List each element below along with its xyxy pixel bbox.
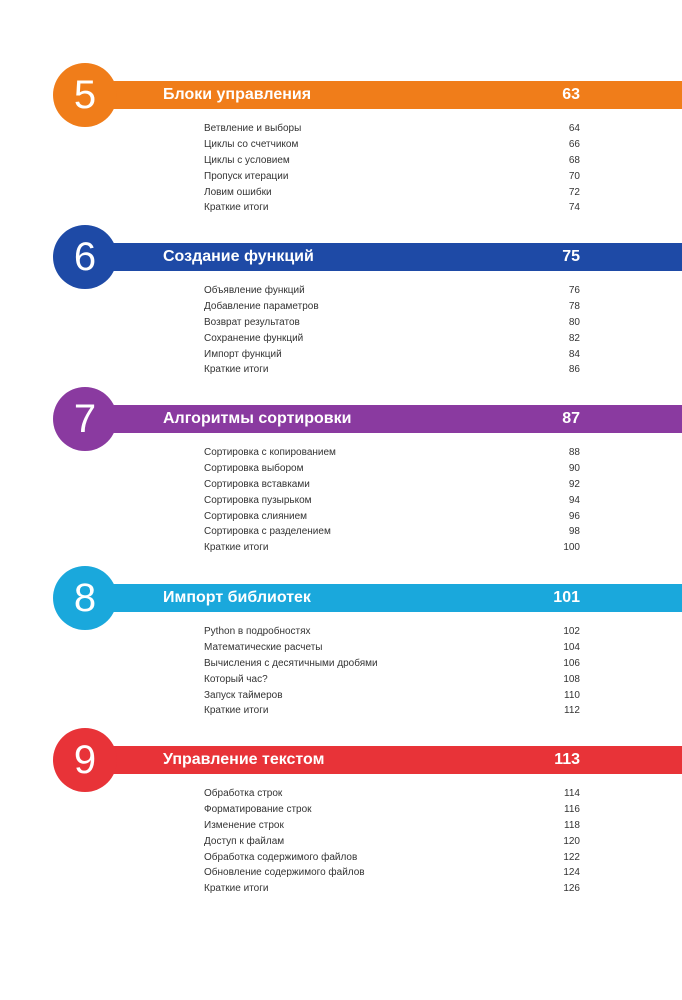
toc-entry-title: Сортировка с разделением — [204, 526, 331, 538]
toc-entry-title: Импорт функций — [204, 348, 282, 360]
toc-entry-title: Доступ к файлам — [204, 835, 285, 847]
toc-entry-title: Объявление функций — [204, 285, 305, 296]
toc-entry-page: 66 — [568, 138, 580, 150]
toc-entry-page: 100 — [563, 542, 580, 554]
chapter-page-number: 63 — [562, 86, 580, 103]
toc-entry-page: 106 — [563, 657, 580, 669]
toc-entry-title: Пропуск итерации — [204, 170, 289, 182]
toc-entry-page: 86 — [568, 364, 580, 376]
toc-entry[interactable] — [0, 347, 682, 363]
toc-entry[interactable] — [0, 169, 682, 185]
chapter-item-list — [0, 624, 682, 719]
toc-entry-title: Сохранение функций — [204, 332, 304, 344]
toc-entry-title: Запуск таймеров — [204, 689, 283, 701]
toc-entry-page: 116 — [564, 803, 580, 815]
toc-entry-page: 68 — [568, 154, 580, 166]
toc-entry-page: 88 — [568, 447, 580, 458]
toc-entry[interactable] — [0, 881, 682, 897]
toc-entry-title: Сортировка слиянием — [204, 510, 308, 522]
toc-entry[interactable] — [0, 362, 682, 378]
chapter-item-list — [0, 283, 682, 378]
toc-entry-title: Обновление содержимого файлов — [204, 867, 365, 879]
toc-entry[interactable] — [0, 185, 682, 201]
chapter-title[interactable]: Импорт библиотек — [163, 589, 311, 606]
toc-entry-title: Сортировка выбором — [204, 462, 304, 474]
chapter-title[interactable]: Блоки управления — [163, 86, 312, 103]
toc-entry-page: 108 — [563, 673, 580, 685]
chapter-page-number: 113 — [554, 751, 580, 768]
chapter-page-number: 101 — [553, 589, 580, 606]
toc-entry[interactable] — [0, 524, 682, 540]
toc-entry[interactable] — [0, 540, 682, 556]
toc-entry-title: Краткие итоги — [204, 542, 269, 554]
toc-entry[interactable] — [0, 656, 682, 672]
toc-entry[interactable] — [0, 865, 682, 881]
toc-entry-title: Циклы с условием — [204, 154, 290, 166]
toc-entry-page: 84 — [568, 348, 580, 360]
toc-entry-title: Краткие итоги — [204, 883, 269, 895]
toc-entry-page: 74 — [568, 202, 580, 214]
toc-entry-page: 82 — [568, 332, 580, 344]
toc-entry-page: 98 — [568, 526, 580, 538]
toc-entry-title: Ловим ошибки — [204, 186, 272, 198]
chapter-item-list — [0, 121, 682, 216]
toc-entry[interactable] — [0, 445, 682, 461]
toc-entry-page: 118 — [564, 819, 580, 831]
toc-entry[interactable] — [0, 477, 682, 493]
toc-entry[interactable] — [0, 493, 682, 509]
toc-entry-page: 122 — [563, 851, 580, 863]
toc-entry-title: Краткие итоги — [204, 364, 269, 376]
toc-entry-page: 72 — [568, 186, 580, 198]
toc-entry[interactable] — [0, 640, 682, 656]
toc-entry-title: Добавление параметров — [204, 300, 319, 312]
toc-entry-title: Изменение строк — [204, 819, 284, 831]
toc-entry[interactable] — [0, 299, 682, 315]
toc-entry-page: 104 — [563, 641, 580, 653]
toc-entry[interactable] — [0, 461, 682, 477]
toc-entry[interactable] — [0, 786, 682, 802]
toc-entry[interactable] — [0, 137, 682, 153]
toc-entry-title: Математические расчеты — [204, 641, 323, 653]
toc-entry[interactable] — [0, 331, 682, 347]
chapter-number-badge: 5 — [53, 63, 117, 127]
chapter-title[interactable]: Управление текстом — [163, 751, 325, 768]
toc-entry-page: 126 — [563, 883, 580, 895]
toc-entry-page: 78 — [568, 300, 580, 312]
toc-entry[interactable] — [0, 818, 682, 834]
toc-entry-page: 96 — [568, 510, 580, 522]
chapter-number-badge: 8 — [53, 566, 117, 630]
toc-entry-page: 70 — [568, 170, 580, 182]
toc-entry-page: 124 — [563, 867, 580, 879]
toc-entry-page: 76 — [568, 285, 580, 296]
toc-entry[interactable] — [0, 802, 682, 818]
toc-entry-title: Циклы со счетчиком — [204, 138, 299, 150]
toc-entry-title: Краткие итоги — [204, 705, 269, 717]
chapter-number-badge: 6 — [53, 225, 117, 289]
toc-entry-page: 94 — [568, 494, 580, 506]
toc-entry[interactable] — [0, 834, 682, 850]
toc-entry-title: Python в подробностях — [204, 626, 311, 637]
toc-entry[interactable] — [0, 153, 682, 169]
toc-entry-page: 92 — [568, 478, 580, 490]
chapter-number-badge: 9 — [53, 728, 117, 792]
toc-entry[interactable] — [0, 850, 682, 866]
toc-entry[interactable] — [0, 283, 682, 299]
chapter-number-badge: 7 — [53, 387, 117, 451]
toc-entry-title: Обработка строк — [204, 788, 283, 799]
toc-entry-title: Сортировка с копированием — [204, 447, 336, 458]
toc-entry-page: 102 — [563, 626, 580, 637]
toc-entry[interactable] — [0, 688, 682, 704]
toc-entry[interactable] — [0, 315, 682, 331]
toc-entry-title: Сортировка пузырьком — [204, 494, 312, 506]
toc-entry[interactable] — [0, 509, 682, 525]
toc-entry-title: Сортировка вставками — [204, 478, 310, 490]
toc-entry[interactable] — [0, 200, 682, 216]
toc-entry-title: Возврат результатов — [204, 316, 300, 328]
toc-entry-page: 114 — [564, 788, 580, 799]
chapter-title[interactable]: Алгоритмы сортировки — [163, 410, 352, 427]
toc-entry-page: 80 — [568, 316, 580, 328]
toc-entry-page: 110 — [564, 689, 580, 701]
toc-entry[interactable] — [0, 624, 682, 640]
toc-entry-title: Ветвление и выборы — [204, 123, 302, 134]
toc-entry-title: Вычисления с десятичными дробями — [204, 657, 378, 669]
chapter-item-list — [0, 786, 682, 897]
toc-entry[interactable] — [0, 703, 682, 719]
toc-entry[interactable] — [0, 121, 682, 137]
chapter-title[interactable]: Создание функций — [163, 248, 314, 265]
toc-entry-title: Краткие итоги — [204, 202, 269, 214]
toc-entry-page: 112 — [564, 705, 580, 717]
chapter-page-number: 75 — [562, 248, 580, 265]
chapter-item-list — [0, 445, 682, 556]
toc-entry-title: Форматирование строк — [204, 803, 312, 815]
toc-entry-page: 90 — [568, 462, 580, 474]
toc-entry-title: Обработка содержимого файлов — [204, 851, 358, 863]
toc-entry[interactable] — [0, 672, 682, 688]
toc-entry-page: 120 — [563, 835, 580, 847]
toc-entry-page: 64 — [568, 123, 580, 134]
chapter-page-number: 87 — [562, 410, 580, 427]
toc-entry-title: Который час? — [204, 673, 268, 685]
